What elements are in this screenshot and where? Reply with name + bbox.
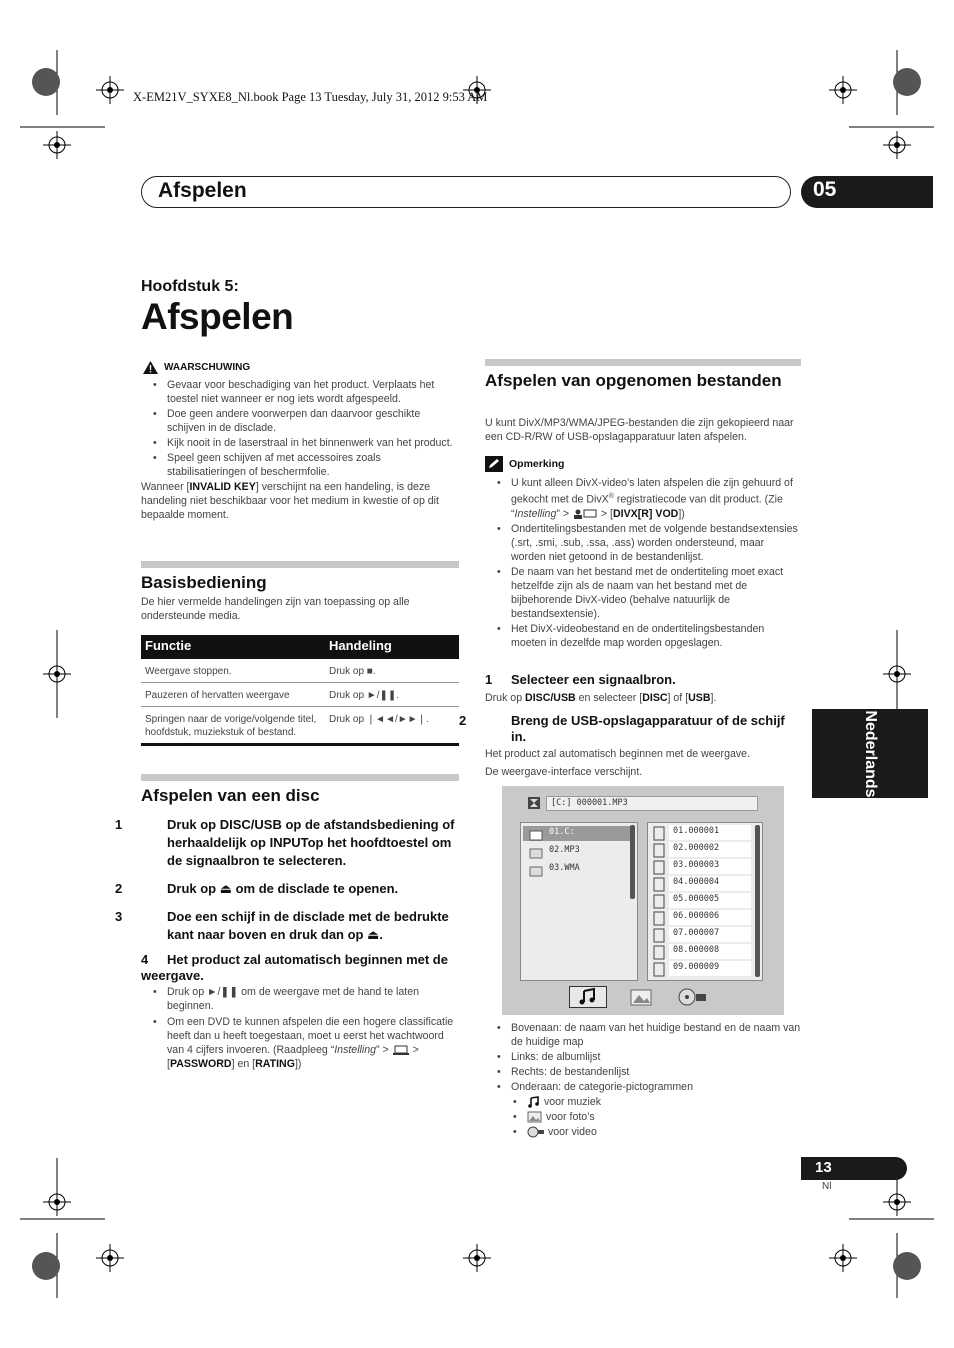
video-icon: [677, 986, 709, 1008]
note-pencil-icon: [485, 456, 503, 472]
file-item: 06.000006: [669, 910, 751, 925]
disc-source-icon: [528, 797, 540, 809]
album-scrollbar[interactable]: [630, 825, 635, 899]
chapter-label: Hoofdstuk 5:: [141, 278, 239, 295]
step-detail: De weergave-interface verschijnt.: [485, 766, 643, 778]
step: 2 Breng de USB-opslagapparatuur of de schijf in.: [459, 713, 785, 744]
chapter-title: Afspelen: [141, 296, 294, 337]
folder-icon: [529, 829, 543, 879]
list-item: • Onderaan: de categorie-pictogrammen: [485, 1080, 801, 1094]
category-video-button[interactable]: [677, 986, 709, 1008]
list-item: • Om een DVD te kunnen afspelen die een hogere classificatie heeft dan u heeft toegestaan, moet u eerst het wachtwoord van 4 cijfers invoeren. (Raadpleeg “Instelling” > > [PASSWORD] en [RATING]): [141, 1015, 459, 1071]
list-item: • U kunt alleen DivX-video’s laten afspelen die zijn gehuurd of gekocht met de DivX® registratiecode van dit product. (Zie “Instelling” > > [DIVX[R] VOD]): [485, 476, 801, 521]
section-divider: [141, 774, 459, 781]
step: 2 Druk op ⏏ om de disclade te openen.: [115, 881, 399, 896]
music-note-icon: [652, 825, 666, 978]
table-row: Weergave stoppen. Druk op ■.: [141, 659, 459, 683]
language-side-tab: Nederlands: [812, 709, 928, 798]
file-item: 01.000001: [669, 825, 751, 840]
step-detail: Het product zal automatisch beginnen met de weergave.: [485, 748, 750, 760]
setup-icon: [392, 1045, 410, 1056]
playback-interface-illustration: [502, 786, 784, 1015]
table-header-handeling: Handeling: [325, 635, 459, 659]
album-item: 02.MP3: [549, 845, 580, 855]
warning-heading: WAARSCHUWING: [143, 361, 250, 374]
list-item: • Bovenaan: de naam van het huidige bestand en de naam van de huidige map: [485, 1021, 801, 1049]
list-item: • voor foto’s: [501, 1110, 801, 1124]
rec-intro: U kunt DivX/MP3/WMA/JPEG-bestanden die zijn gekopieerd naar een CD-R/RW of USB-opslagapparatuur laten afspelen.: [485, 417, 794, 443]
table-row: Pauzeren of hervatten weergave Druk op ►/❚❚.: [141, 683, 459, 707]
header-title: Afspelen: [158, 179, 247, 202]
note-block: [485, 476, 801, 651]
step: 1 Druk op DISC/USB op de afstandsbediening of herhaaldelijk op INPUTop het hoofdtoestel om de signaalbron te selecteren.: [115, 817, 455, 868]
photo-icon: [629, 986, 655, 1008]
page-language: Nl: [822, 1181, 832, 1192]
list-item: • Links: de albumlijst: [485, 1050, 801, 1064]
path-bar: [C:] 000001.MP3: [546, 796, 758, 811]
list-item: • voor muziek: [501, 1095, 801, 1109]
music-icon: [527, 1096, 541, 1108]
list-item: • Ondertitelingsbestanden met de volgende bestandsextensies (.srt, .smi, .sub, .ssa, .ass) worden ondersteund, maar worden niet getoond in de bestandenlijst.: [485, 522, 801, 564]
step: 1 Selecteer een signaalbron.: [485, 672, 676, 687]
list-item: • De naam van het bestand met de ondertiteling moet exact hetzelfde zijn als de naam van het bestand met de bijbehorende DivX-video (behalve natuurlijk de bestandsextensie).: [485, 565, 801, 621]
photo-icon: [527, 1111, 543, 1123]
disc-heading: Afspelen van een disc: [141, 786, 320, 805]
section-divider: [485, 359, 801, 366]
album-item-selected: 01.C:: [523, 826, 631, 841]
file-item: 07.000007: [669, 927, 751, 942]
album-item: 03.WMA: [549, 863, 580, 873]
category-music-button[interactable]: [569, 986, 607, 1008]
file-item: 05.000005: [669, 893, 751, 908]
table-row: Springen naar de vorige/volgende titel, hoofdstuk, muziekstuk of bestand. Druk op ❘◄◄/►►❘.: [141, 707, 459, 745]
chapter-number-pill: [801, 176, 933, 208]
basis-heading: Basisbediening: [141, 573, 267, 592]
file-item: 04.000004: [669, 876, 751, 891]
list-item: • Speel geen schijven af met accessoires zoals stabilisatieringen of beschermfolie.: [141, 451, 459, 479]
file-item: 08.000008: [669, 944, 751, 959]
category-photo-button[interactable]: [629, 986, 655, 1008]
file-item: 02.000002: [669, 842, 751, 857]
section-divider: [141, 561, 459, 568]
file-item: 09.000009: [669, 961, 751, 976]
file-scrollbar[interactable]: [755, 825, 760, 977]
invalid-key-paragraph: Wanneer [INVALID KEY] verschijnt na een handeling, is deze handeling niet beschikbaar voor het medium in kwestie of op dit bepaalde moment.: [141, 481, 439, 521]
file-list: [647, 822, 763, 981]
table-header-functie: Functie: [141, 635, 325, 659]
note-heading: Opmerking: [485, 456, 564, 472]
interface-legend: [485, 1021, 801, 1140]
file-item: 03.000003: [669, 859, 751, 874]
warning-block: [141, 378, 459, 522]
list-item: • Rechts: de bestandenlijst: [485, 1065, 801, 1079]
basis-intro: De hier vermelde handelingen zijn van toepassing op alle ondersteunde media.: [141, 596, 410, 622]
chapter-number: 05: [813, 178, 837, 201]
step: 4 Het product zal automatisch beginnen met de weergave.: [141, 952, 448, 983]
list-item: • Druk op ►/❚❚ om de weergave met de hand te laten beginnen.: [141, 985, 459, 1013]
disc-bullets: [141, 985, 459, 1071]
header-title-bar: [141, 176, 791, 208]
print-header: X-EM21V_SYXE8_Nl.book Page 13 Tuesday, July 31, 2012 9:53 AM: [133, 90, 488, 104]
list-item: • Kijk nooit in de laserstraal in het binnenwerk van het product.: [141, 436, 459, 450]
disc-steps: [115, 816, 459, 1072]
video-icon: [527, 1126, 545, 1138]
music-icon: [570, 987, 606, 1007]
list-item: • Doe geen andere voorwerpen dan daarvoor geschikte schijven in de disclade.: [141, 407, 459, 435]
album-list: [520, 822, 638, 981]
warning-icon: [143, 361, 158, 374]
list-item: • voor video: [501, 1125, 801, 1139]
step: 3 Doe een schijf in de disclade met de bedrukte kant naar boven en druk dan op ⏏.: [115, 909, 449, 942]
page-number-pill: [801, 1157, 907, 1180]
list-item: • Het DivX-videobestand en de ondertitelingsbestanden moeten in dezelfde map worden opgeslagen.: [485, 622, 801, 650]
list-item: • Gevaar voor beschadiging van het product. Verplaats het toestel niet wanneer er nog iets wordt afgespeeld.: [141, 378, 459, 406]
page-number: 13: [815, 1159, 832, 1176]
rec-heading: Afspelen van opgenomen bestanden: [485, 371, 782, 390]
step-detail: Druk op DISC/USB en selecteer [DISC] of [USB].: [485, 692, 717, 704]
function-table: [141, 635, 459, 746]
divx-setup-icon: [572, 508, 598, 520]
